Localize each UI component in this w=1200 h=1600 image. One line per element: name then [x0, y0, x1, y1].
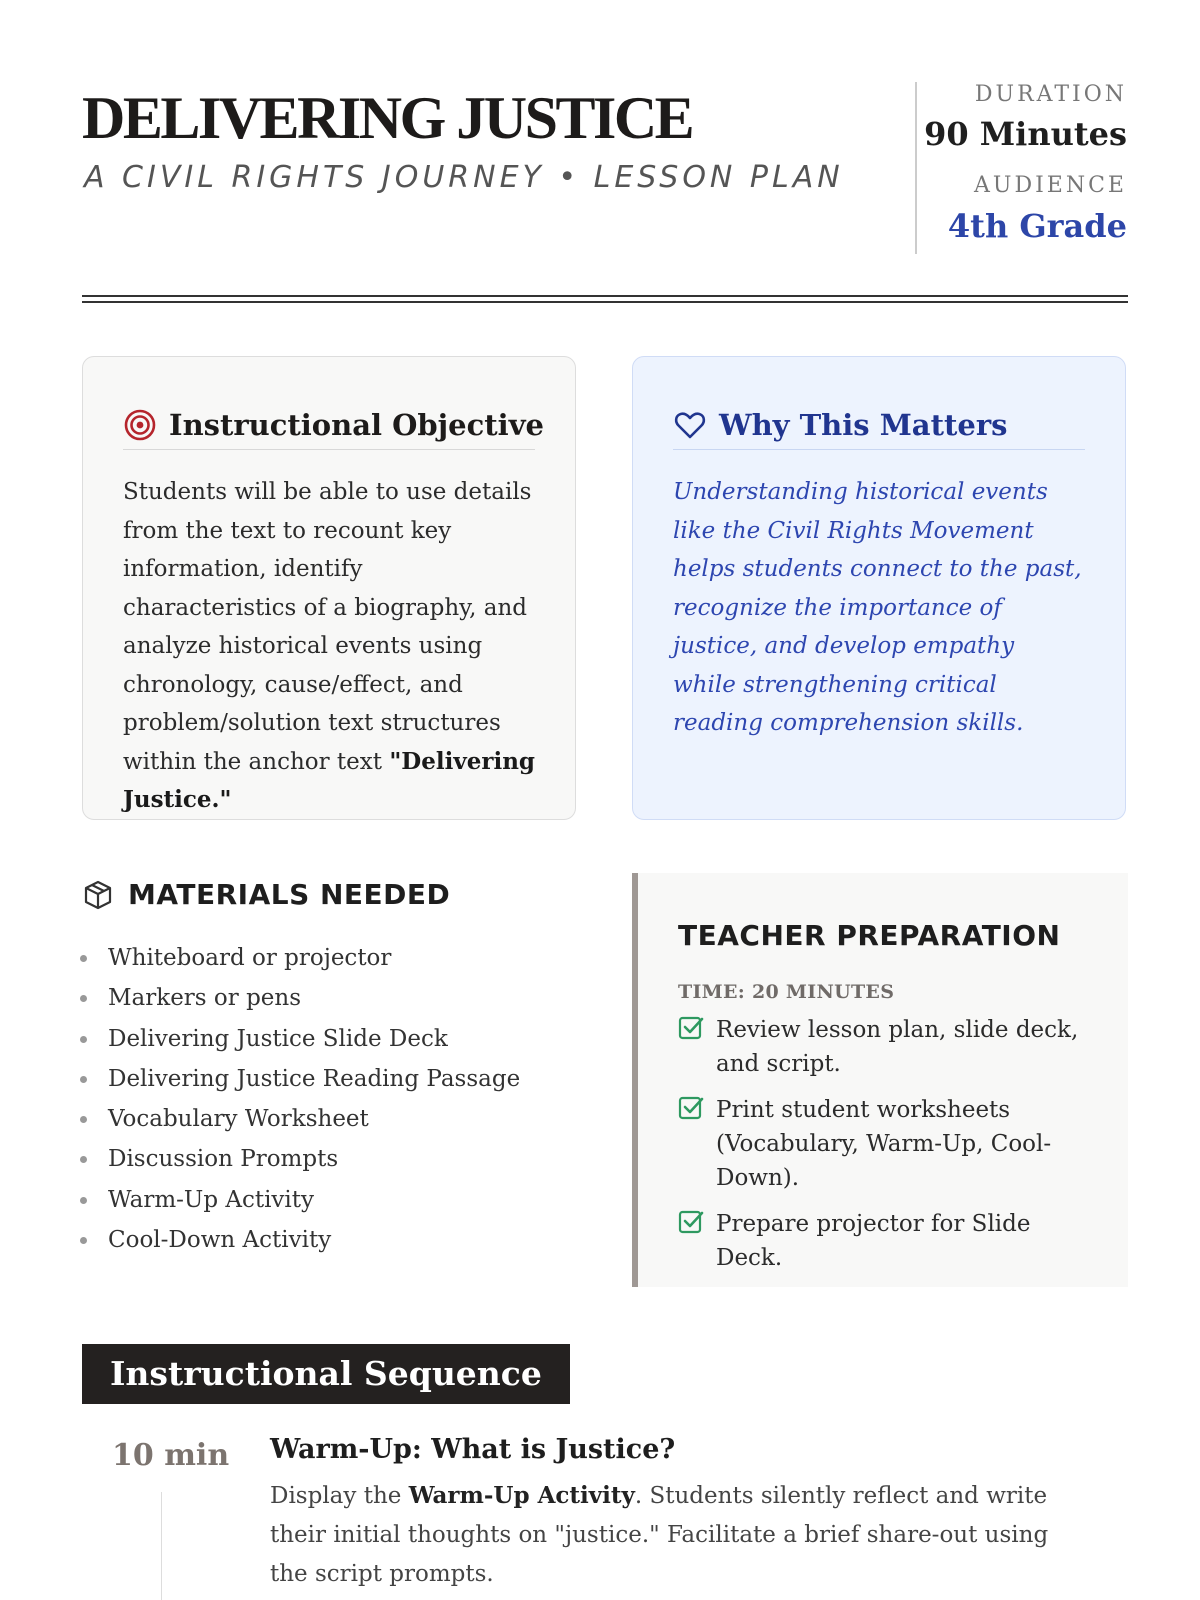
objective-body: Students will be able to use details from the text to recount key information, identify characteristics of a biography, and analyze historical events using chronology, cause/effect, and problem/solution text structures within the anchor text — [123, 479, 532, 775]
checkbox-icon — [678, 1209, 704, 1235]
prep-item — [678, 1207, 1098, 1275]
box-icon — [82, 879, 114, 911]
objective-anchor-text: "Delivering Justice." — [123, 747, 536, 813]
materials-item: Vocabulary Worksheet — [78, 1099, 520, 1139]
step-title: Warm-Up: What is Justice? — [270, 1434, 676, 1465]
target-icon — [123, 408, 157, 442]
why-text: Understanding historical events like the Civil Rights Movement helps students connect to the past, recognize the importance of justice, and develop empathy while strengthening critical reading comprehension skills. — [673, 479, 1082, 736]
materials-item: Markers or pens — [78, 978, 520, 1018]
step-desc-start: Display the — [270, 1483, 409, 1509]
objective-title: Instructional Objective — [169, 408, 544, 442]
prep-checklist — [678, 1013, 1098, 1287]
teacher-prep-panel — [632, 873, 1128, 1287]
prep-title: TEACHER PREPARATION — [678, 919, 1061, 952]
materials-item: Delivering Justice Reading Passage — [78, 1059, 520, 1099]
materials-list — [78, 938, 520, 1260]
header-rule-bottom — [82, 301, 1128, 303]
materials-header — [82, 878, 450, 911]
prep-item-text: Review lesson plan, slide deck, and script. — [716, 1017, 1079, 1077]
step-description — [270, 1476, 1090, 1594]
timeline-line — [161, 1492, 162, 1600]
materials-item: Delivering Justice Slide Deck — [78, 1019, 520, 1059]
page-subtitle: A CIVIL RIGHTS JOURNEY • LESSON PLAN — [84, 160, 844, 195]
prep-item-text: Prepare projector for Slide Deck. — [716, 1211, 1031, 1271]
audience-label: AUDIENCE — [974, 173, 1127, 198]
duration-label: DURATION — [974, 82, 1127, 107]
prep-item — [678, 1013, 1098, 1081]
duration-value: 90 Minutes — [924, 115, 1127, 153]
why-title: Why This Matters — [719, 408, 1008, 442]
objective-text — [123, 473, 543, 820]
header-rule-top — [82, 295, 1128, 297]
objective-card — [82, 356, 576, 820]
materials-item: Warm-Up Activity — [78, 1180, 520, 1220]
prep-item-text: Print student worksheets (Vocabulary, Warm-Up, Cool-Down). — [716, 1097, 1052, 1191]
objective-card-header — [123, 401, 544, 450]
step-duration: 10 min — [112, 1438, 230, 1473]
prep-item — [678, 1093, 1098, 1195]
prep-time: TIME: 20 MINUTES — [678, 981, 895, 1003]
sequence-banner: Instructional Sequence — [82, 1344, 570, 1404]
why-card — [632, 356, 1126, 820]
materials-item: Whiteboard or projector — [78, 938, 520, 978]
step-desc-activity: Warm-Up Activity — [408, 1482, 635, 1509]
materials-title: MATERIALS NEEDED — [128, 878, 451, 911]
materials-item: Cool-Down Activity — [78, 1220, 520, 1260]
heart-icon — [673, 408, 707, 442]
step-desc-end: . Students silently reflect and write their initial thoughts on "justice." Facilitate a brief share-out using the script prompts. — [270, 1483, 1049, 1587]
page-title: DELIVERING JUSTICE — [82, 85, 693, 151]
checkbox-icon — [678, 1015, 704, 1041]
materials-item: Discussion Prompts — [78, 1139, 520, 1179]
why-card-header — [673, 401, 1085, 450]
audience-value: 4th Grade — [947, 207, 1127, 245]
checkbox-icon — [678, 1095, 704, 1121]
header-divider — [915, 82, 917, 254]
